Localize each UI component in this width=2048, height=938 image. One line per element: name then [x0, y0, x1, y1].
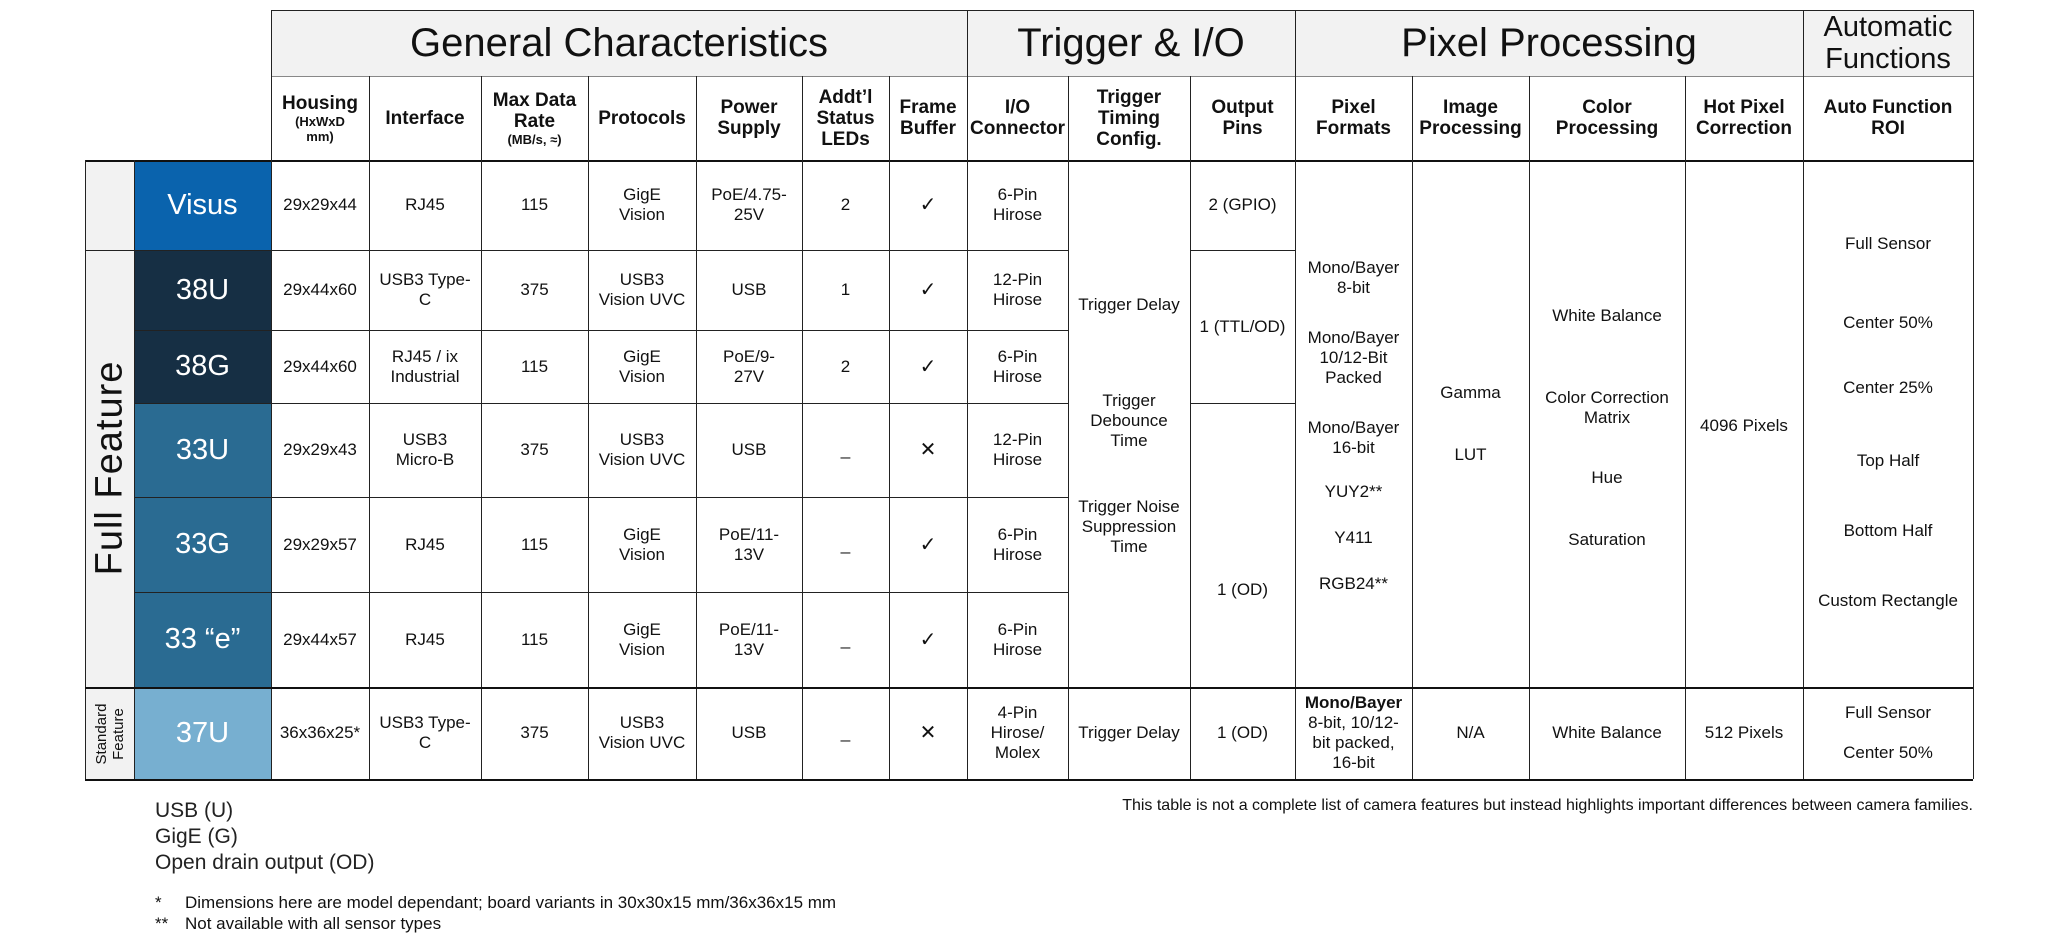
- cell-io-connector: 6-Pin Hirose: [992, 524, 1043, 564]
- group-automatic-functions: Automatic Functions: [1803, 10, 1973, 76]
- col-image-processing: Image Processing: [1419, 97, 1522, 139]
- grid-line: [1973, 10, 1974, 779]
- color-processing-full: White Balance Color Correction Matrix Hue Saturation: [1545, 306, 1669, 549]
- cell-protocol: GigE Vision: [619, 185, 665, 224]
- grid-line: [1295, 10, 1296, 779]
- grid-line: [481, 76, 482, 779]
- image-processing-full: Gamma LUT: [1440, 382, 1501, 464]
- grid-line: [271, 76, 1973, 77]
- grid-line: [1412, 76, 1413, 779]
- cell-interface: RJ45: [405, 195, 445, 214]
- cell-frame-buffer: ✓: [919, 533, 937, 556]
- trigger-timing-standard: Trigger Delay: [1078, 723, 1180, 742]
- cell-frame-buffer: ✓: [919, 279, 937, 301]
- cell-protocol: USB3 Vision UVC: [598, 713, 686, 752]
- col-housing: Housing (HxWxD mm): [282, 92, 358, 144]
- legend: [155, 798, 374, 876]
- cell-io-connector: 4-Pin Hirose/ Molex: [990, 703, 1045, 762]
- grid-line: [802, 76, 803, 779]
- group-spacer-visus: [85, 160, 134, 250]
- cell-io-connector: 6-Pin Hirose: [992, 346, 1043, 386]
- cell-interface: USB3 Type-C: [379, 713, 471, 752]
- cell-housing: 36x36x25*: [279, 723, 361, 742]
- cell-power-supply: USB: [731, 280, 767, 299]
- cell-housing: 29x29x57: [283, 534, 357, 554]
- disclaimer: This table is not a complete list of camera features but instead highlights important differences between camera families.: [1122, 797, 1973, 814]
- grid-line: [1803, 10, 1804, 779]
- cell-io-connector: 6-Pin Hirose: [992, 185, 1043, 224]
- image-processing-standard: N/A: [1456, 723, 1485, 742]
- grid-line: [588, 76, 589, 779]
- group-trigger-io: Trigger & I/O: [967, 10, 1295, 76]
- cell-frame-buffer: ✓: [919, 628, 937, 651]
- col-hot-pixel-correction: Hot Pixel Correction: [1695, 97, 1793, 139]
- grid-line: [889, 76, 890, 779]
- grid-line: [967, 10, 968, 779]
- hot-pixel-full: 4096 Pixels: [1700, 415, 1788, 435]
- cell-status-leds: 1: [840, 280, 851, 299]
- output-pins-33: 1 (OD): [1217, 580, 1268, 599]
- cell-power-supply: PoE/11-13V: [718, 619, 780, 659]
- grid-line: [85, 687, 1973, 689]
- grid-line: [696, 76, 697, 779]
- pixel-formats-standard: Mono/Bayer 8-bit, 10/12-bit packed, 16-bit: [1304, 693, 1403, 772]
- col-trigger-timing: Trigger Timing Config.: [1096, 86, 1162, 150]
- grid-line: [1190, 250, 1295, 251]
- model-33u: 33U: [134, 403, 271, 497]
- output-pins-38: 1 (TTL/OD): [1199, 316, 1286, 336]
- auto-roi-full: Full Sensor Center 50% Center 25% Top Half Bottom Half Custom Rectangle: [1818, 234, 1958, 610]
- grid-line: [85, 250, 134, 251]
- auto-roi-standard: Full Sensor Center 50%: [1843, 703, 1933, 762]
- col-max-data-rate: Max Data Rate (MB/s, ≈): [492, 89, 577, 147]
- cell-housing: 29x44x60: [283, 280, 357, 299]
- trigger-timing-full: Trigger Delay Trigger Debounce Time Trigger Noise Suppression Time: [1078, 295, 1180, 556]
- cell-max-data-rate: 375: [520, 280, 549, 299]
- cell-power-supply: PoE/9-27V: [723, 346, 775, 386]
- cell-io-connector: 12-Pin Hirose: [992, 430, 1043, 469]
- footnote-1: * Dimensions here are model dependant; board variants in 30x30x15 mm/36x36x15 mm: [155, 893, 837, 912]
- legend-open-drain: Open drain output (OD): [155, 851, 375, 874]
- grid-line: [134, 250, 1068, 251]
- cell-io-connector: 6-Pin Hirose: [992, 619, 1043, 659]
- grid-line: [369, 76, 370, 779]
- grid-line: [134, 497, 1068, 498]
- cell-status-leds: 2: [840, 195, 851, 214]
- cell-interface: RJ45: [405, 534, 445, 554]
- cell-protocol: GigE Vision: [619, 524, 665, 564]
- model-38u: 38U: [134, 250, 271, 330]
- grid-line: [1529, 76, 1530, 779]
- grid-line: [134, 403, 1068, 404]
- hot-pixel-standard: 512 Pixels: [1704, 723, 1784, 742]
- cell-protocol: GigE Vision: [619, 346, 665, 386]
- cell-protocol: GigE Vision: [619, 619, 665, 659]
- legend-usb: USB (U): [155, 799, 234, 822]
- cell-frame-buffer: ✕: [919, 439, 937, 461]
- cell-power-supply: USB: [731, 440, 767, 459]
- model-33e: 33 “e”: [134, 592, 271, 687]
- cell-max-data-rate: 115: [520, 195, 549, 214]
- cell-status-leds: _: [840, 629, 851, 649]
- group-pixel-processing: Pixel Processing: [1295, 10, 1803, 76]
- cell-max-data-rate: 115: [520, 534, 549, 554]
- cell-status-leds: _: [840, 534, 851, 554]
- col-frame-buffer: Frame Buffer: [899, 97, 957, 139]
- cell-housing: 29x44x60: [283, 356, 357, 376]
- grid-line: [134, 330, 1068, 331]
- color-processing-standard: White Balance: [1552, 723, 1662, 742]
- cell-housing: 29x29x43: [283, 440, 357, 459]
- cell-power-supply: PoE/4.75-25V: [711, 185, 787, 224]
- grid-line: [85, 779, 1973, 781]
- cell-protocol: USB3 Vision UVC: [598, 430, 686, 469]
- cell-frame-buffer: ✓: [919, 355, 937, 378]
- model-visus: Visus: [134, 160, 271, 250]
- cell-interface: RJ45 / ix Industrial: [390, 346, 460, 386]
- grid-line: [271, 10, 272, 779]
- col-protocols: Protocols: [598, 107, 686, 129]
- cell-interface: USB3 Type-C: [379, 270, 471, 309]
- grid-line: [1685, 76, 1686, 779]
- cell-protocol: USB3 Vision UVC: [598, 270, 686, 309]
- cell-max-data-rate: 115: [520, 629, 549, 649]
- pixel-formats-full: Mono/Bayer 8-bit Mono/Bayer 10/12-Bit Packed Mono/Bayer 16-bit YUY2** Y411 RGB24**: [1307, 258, 1400, 593]
- grid-line: [1068, 76, 1069, 779]
- footnote-2: ** Not available with all sensor types: [155, 914, 442, 933]
- cell-frame-buffer: ✕: [919, 722, 937, 744]
- cell-frame-buffer: ✓: [919, 194, 937, 216]
- cell-status-leds: _: [840, 723, 851, 742]
- col-color-processing: Color Processing: [1555, 97, 1659, 139]
- cell-power-supply: USB: [731, 723, 767, 742]
- cell-io-connector: 12-Pin Hirose: [992, 270, 1043, 309]
- cell-housing: 29x29x44: [283, 195, 357, 214]
- cell-housing: 29x44x57: [283, 629, 357, 649]
- legend-gige: GigE (G): [155, 825, 238, 848]
- standard-feature-label: Standard Feature: [93, 703, 127, 765]
- cell-power-supply: PoE/11-13V: [718, 524, 780, 564]
- output-pins-visus: 2 (GPIO): [1208, 195, 1277, 214]
- col-power-supply: Power Supply: [717, 97, 781, 139]
- full-feature-label: Full Feature: [88, 360, 130, 576]
- model-33g: 33G: [134, 497, 271, 592]
- cell-max-data-rate: 115: [520, 356, 549, 376]
- cell-status-leds: 2: [840, 356, 851, 376]
- col-pixel-formats: Pixel Formats: [1316, 97, 1391, 139]
- cell-interface: RJ45: [405, 629, 445, 649]
- model-38g: 38G: [134, 330, 271, 403]
- group-general-characteristics: General Characteristics: [271, 10, 967, 76]
- col-status-leds: Addt’l Status LEDs: [816, 86, 875, 150]
- cell-interface: USB3 Micro-B: [395, 430, 455, 469]
- output-pins-standard: 1 (OD): [1217, 723, 1268, 742]
- grid-line: [134, 592, 1068, 593]
- cell-status-leds: _: [840, 440, 851, 459]
- cell-max-data-rate: 375: [520, 440, 549, 459]
- cell-max-data-rate: 375: [520, 723, 549, 742]
- col-io-connector: I/O Connector: [970, 97, 1065, 139]
- col-output-pins: Output Pins: [1211, 97, 1274, 139]
- col-auto-function-roi: Auto Function ROI: [1823, 97, 1953, 139]
- col-interface: Interface: [385, 107, 465, 129]
- grid-line: [271, 10, 1973, 11]
- grid-line: [1190, 76, 1191, 779]
- grid-line: [1190, 403, 1295, 404]
- model-37u: 37U: [134, 687, 271, 779]
